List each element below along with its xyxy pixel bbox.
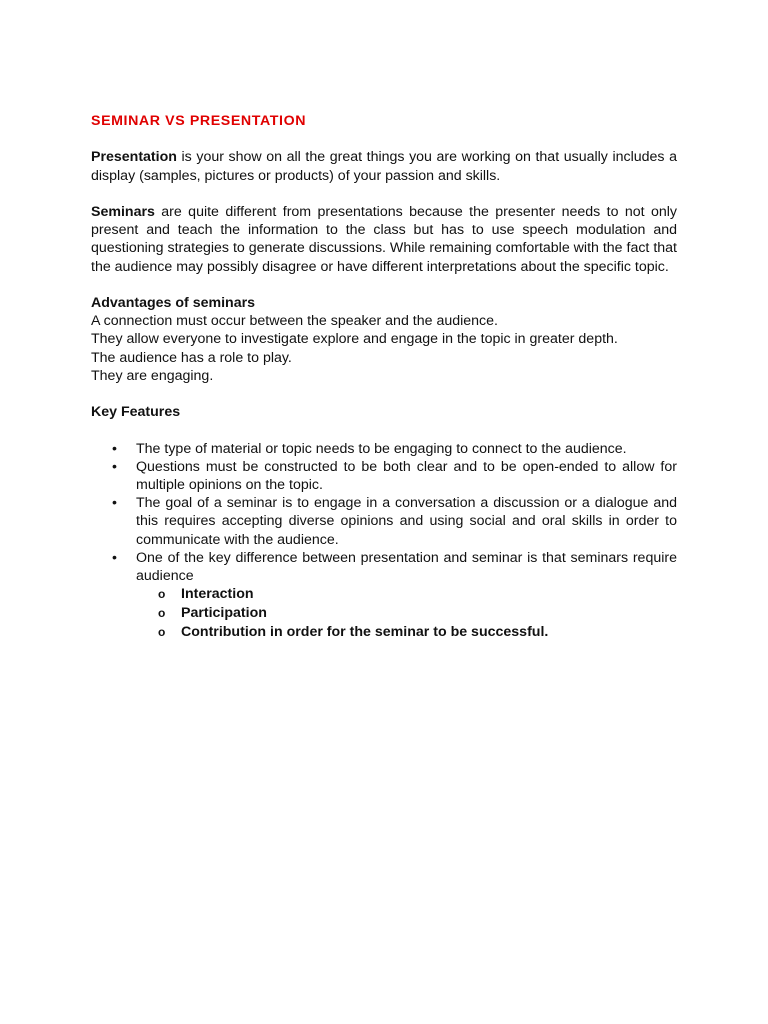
advantage-item: A connection must occur between the speaker and the audience. [91, 313, 498, 330]
spacer [91, 185, 677, 203]
key-feature-item: • Questions must be constructed to be both clear and to be open-ended to allow for multiple opinions on the topic. [91, 458, 677, 494]
spacer [91, 130, 677, 148]
advantage-item: They allow everyone to investigate explore and engage in the topic in greater depth. [91, 331, 618, 348]
key-features-list [91, 440, 677, 586]
advantage-item: They are engaging. [91, 367, 214, 384]
presentation-paragraph [91, 148, 677, 184]
spacer [91, 421, 677, 439]
seminars-text: are quite different from presentations because the presenter needs to not only present and teach the information to the class but has to use speech modulation and questioning strategies to generate discussions. While remaining comfortable with the fact that the audience may possibly disagree or have different interpretations about the specific topic. [91, 203, 677, 275]
requirement-item: o Participation [91, 604, 677, 623]
presentation-term: Presentation [91, 149, 177, 166]
presentation-text: is your show on all the great things you are working on that usually includes a display (samples, pictures or products) of your passion and skills. [91, 149, 677, 184]
key-feature-item: • The goal of a seminar is to engage in a conversation a discussion or a dialogue and this requires accepting diverse opinions and using social and oral skills in order to communicate with the audience. [91, 494, 677, 549]
audience-requirements-list [91, 585, 677, 642]
key-feature-item: • The type of material or topic needs to be engaging to connect to the audience. [91, 440, 677, 458]
seminars-paragraph [91, 203, 677, 276]
key-features-heading: Key Features [91, 404, 181, 421]
key-feature-item: • One of the key difference between presentation and seminar is that seminars require audience [91, 549, 677, 585]
document-title: SEMINAR VS PRESENTATION [91, 113, 307, 129]
spacer [91, 385, 677, 403]
seminars-term: Seminars [91, 203, 155, 220]
spacer [91, 276, 677, 294]
advantage-item: The audience has a role to play. [91, 349, 292, 366]
requirement-item: o Contribution in order for the seminar to be successful. [91, 623, 677, 642]
advantages-heading: Advantages of seminars [91, 294, 256, 311]
requirement-item: o Interaction [91, 585, 677, 604]
